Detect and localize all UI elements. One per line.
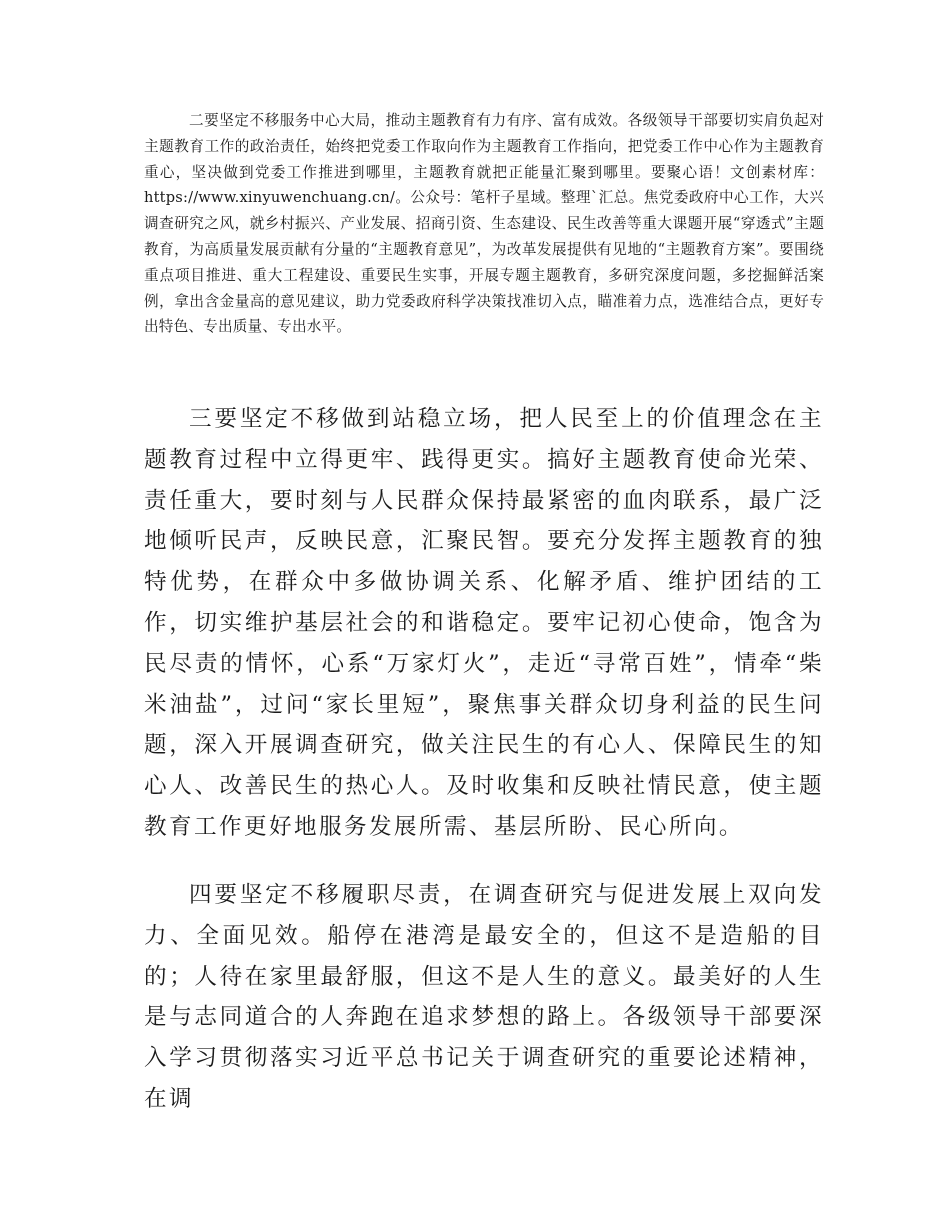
paragraph-3-people-first: 三要坚定不移做到站稳立场，把人民至上的价值理念在主题教育过程中立得更牢、践得更实。搞好主题教育使命光荣、责任重大，要时刻与人民群众保持最紧密的血肉联系，最广泛地倾听民声，反映民意，汇聚民智。要充分发挥主题教育的独特优势，在群众中多做协调关系、化解矛盾、维护团结的工作，切实维护基层社会的和谐稳定。要牢记初心使命，饱含为民尽责的情怀，心系“万家灯火”，走近“寻常百姓”，情牵“柴米油盐”，过问“家长里短”，聚焦事关群众切身利益的民生问题，深入开展调查研究，做关注民生的有心人、保障民生的知心人、改善民生的热心人。及时收集和反映社情民意，使主题教育工作更好地服务发展所需、基层所盼、民心所向。 — [144, 406, 824, 840]
paragraph-2-serve-central-work: 二要坚定不移服务中心大局，推动主题教育有力有序、富有成效。各级领导干部要切实肩负起对主题教育工作的政治责任，始终把党委工作取向作为主题教育工作指向，把党委工作中心作为主题教育重心，坚决做到党委工作推进到哪里，主题教育就把正能量汇聚到哪里。要聚心语！文创素材库：https://www.xinyuwenchuang.cn/。公众号：笔杆子星域。整理`汇总。焦党委政府中心工作，大兴调查研究之风，就乡村振兴、产业发展、招商引资、生态建设、民生改善等重大课题开展“穿透式”主题教育，为高质量发展贡献有分量的“主题教育意见”，为改革发展提供有见地的“主题教育方案”。要围绕重点项目推进、重大工程建设、重要民生实事，开展专题主题教育，多研究深度问题，多挖掘鲜活案例，拿出含金量高的意见建议，助力党委政府科学决策找准切入点，瞄准着力点，选准结合点，更好专出特色、专出质量、专出水平。 — [144, 112, 824, 336]
paragraph-4-fulfill-duties: 四要坚定不移履职尽责，在调查研究与促进发展上双向发力、全面见效。船停在港湾是最安全的，但这不是造船的目的；人待在家里最舒服，但这不是人生的意义。最美好的人生是与志同道合的人奔跑在追求梦想的路上。各级领导干部要深入学习贯彻落实习近平总书记关于调查研究的重要论述精神，在调 — [144, 882, 824, 1112]
